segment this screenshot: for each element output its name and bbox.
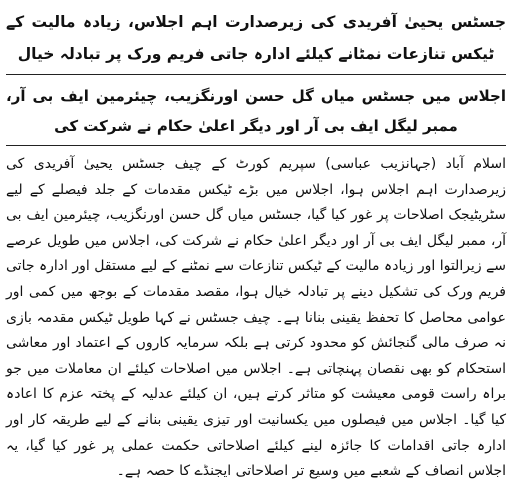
article-body: اسلام آباد (جہانزیب عباسی) سپریم کورٹ کے چیف جسٹس یحییٰ آفریدی کی زیرصدارت اہم اجلاس ہوا، اجلاس میں بڑے ٹیکس مقدمات کے جلد فیصلے کے لیے سٹریٹیجک اصلاحات پر غور کیا گیا، جسٹس میاں گل حسن اورنگزیب، چیئرمین ایف بی آر، ممبر لیگل ایف بی آر اور دیگر اعلیٰ حکام نے شرکت کی، اجلاس میں طویل عرصے سے زیرالتوا اور زیادہ مالیت کے ٹیکس تنازعات سے نمٹنے کے لیے مستقل اور ادارہ جاتی فریم ورک کی تشکیل دینے پر تبادلہ خیال ہوا، مقصد مقدمات کے بوجھ میں کمی اور عوامی محاصل کا تحفظ یقینی بنانا ہے۔ چیف جسٹس نے کہا طویل ٹیکس مقدمہ بازی نہ صرف مالی گنجائش کو محدود کرتی ہے بلکہ سرمایہ کاروں کے اعتماد اور معاشی استحکام کو بھی نقصان پہنچاتی ہے۔ اجلاس میں اصلاحات کیلئے ان معاملات میں جو براہ راست قومی معیشت کو متاثر کرتے ہیں، ان کیلئے عدلیہ کے پختہ عزم کا اعادہ کیا گیا۔ اجلاس میں فیصلوں میں یکسانیت اور تیزی یقینی بنانے کے لیے طریقہ کار اور ادارہ جاتی اقدامات کا جائزہ لینے کیلئے اصلاحاتی حکمت عملی پر غور کیا گیا، یہ اجلاس انصاف کے شعبے میں وسیع تر اصلاحاتی ایجنڈے کا حصہ ہے۔ [6,156,506,480]
divider-rule [6,74,506,75]
subheadline: اجلاس میں جسٹس میاں گل حسن اورنگزیب، چیئرمین ایف بی آر، ممبر لیگل ایف بی آر اور دیگر اعلیٰ حکام نے شرکت کی [6,87,506,135]
headline: جسٹس یحییٰ آفریدی کی زیرصدارت اہم اجلاس، زیادہ مالیت کے ٹیکس تنازعات نمٹانے کیلئے ادارہ جاتی فریم ورک پر تبادلہ خیال [6,13,506,63]
divider-rule [6,145,506,146]
